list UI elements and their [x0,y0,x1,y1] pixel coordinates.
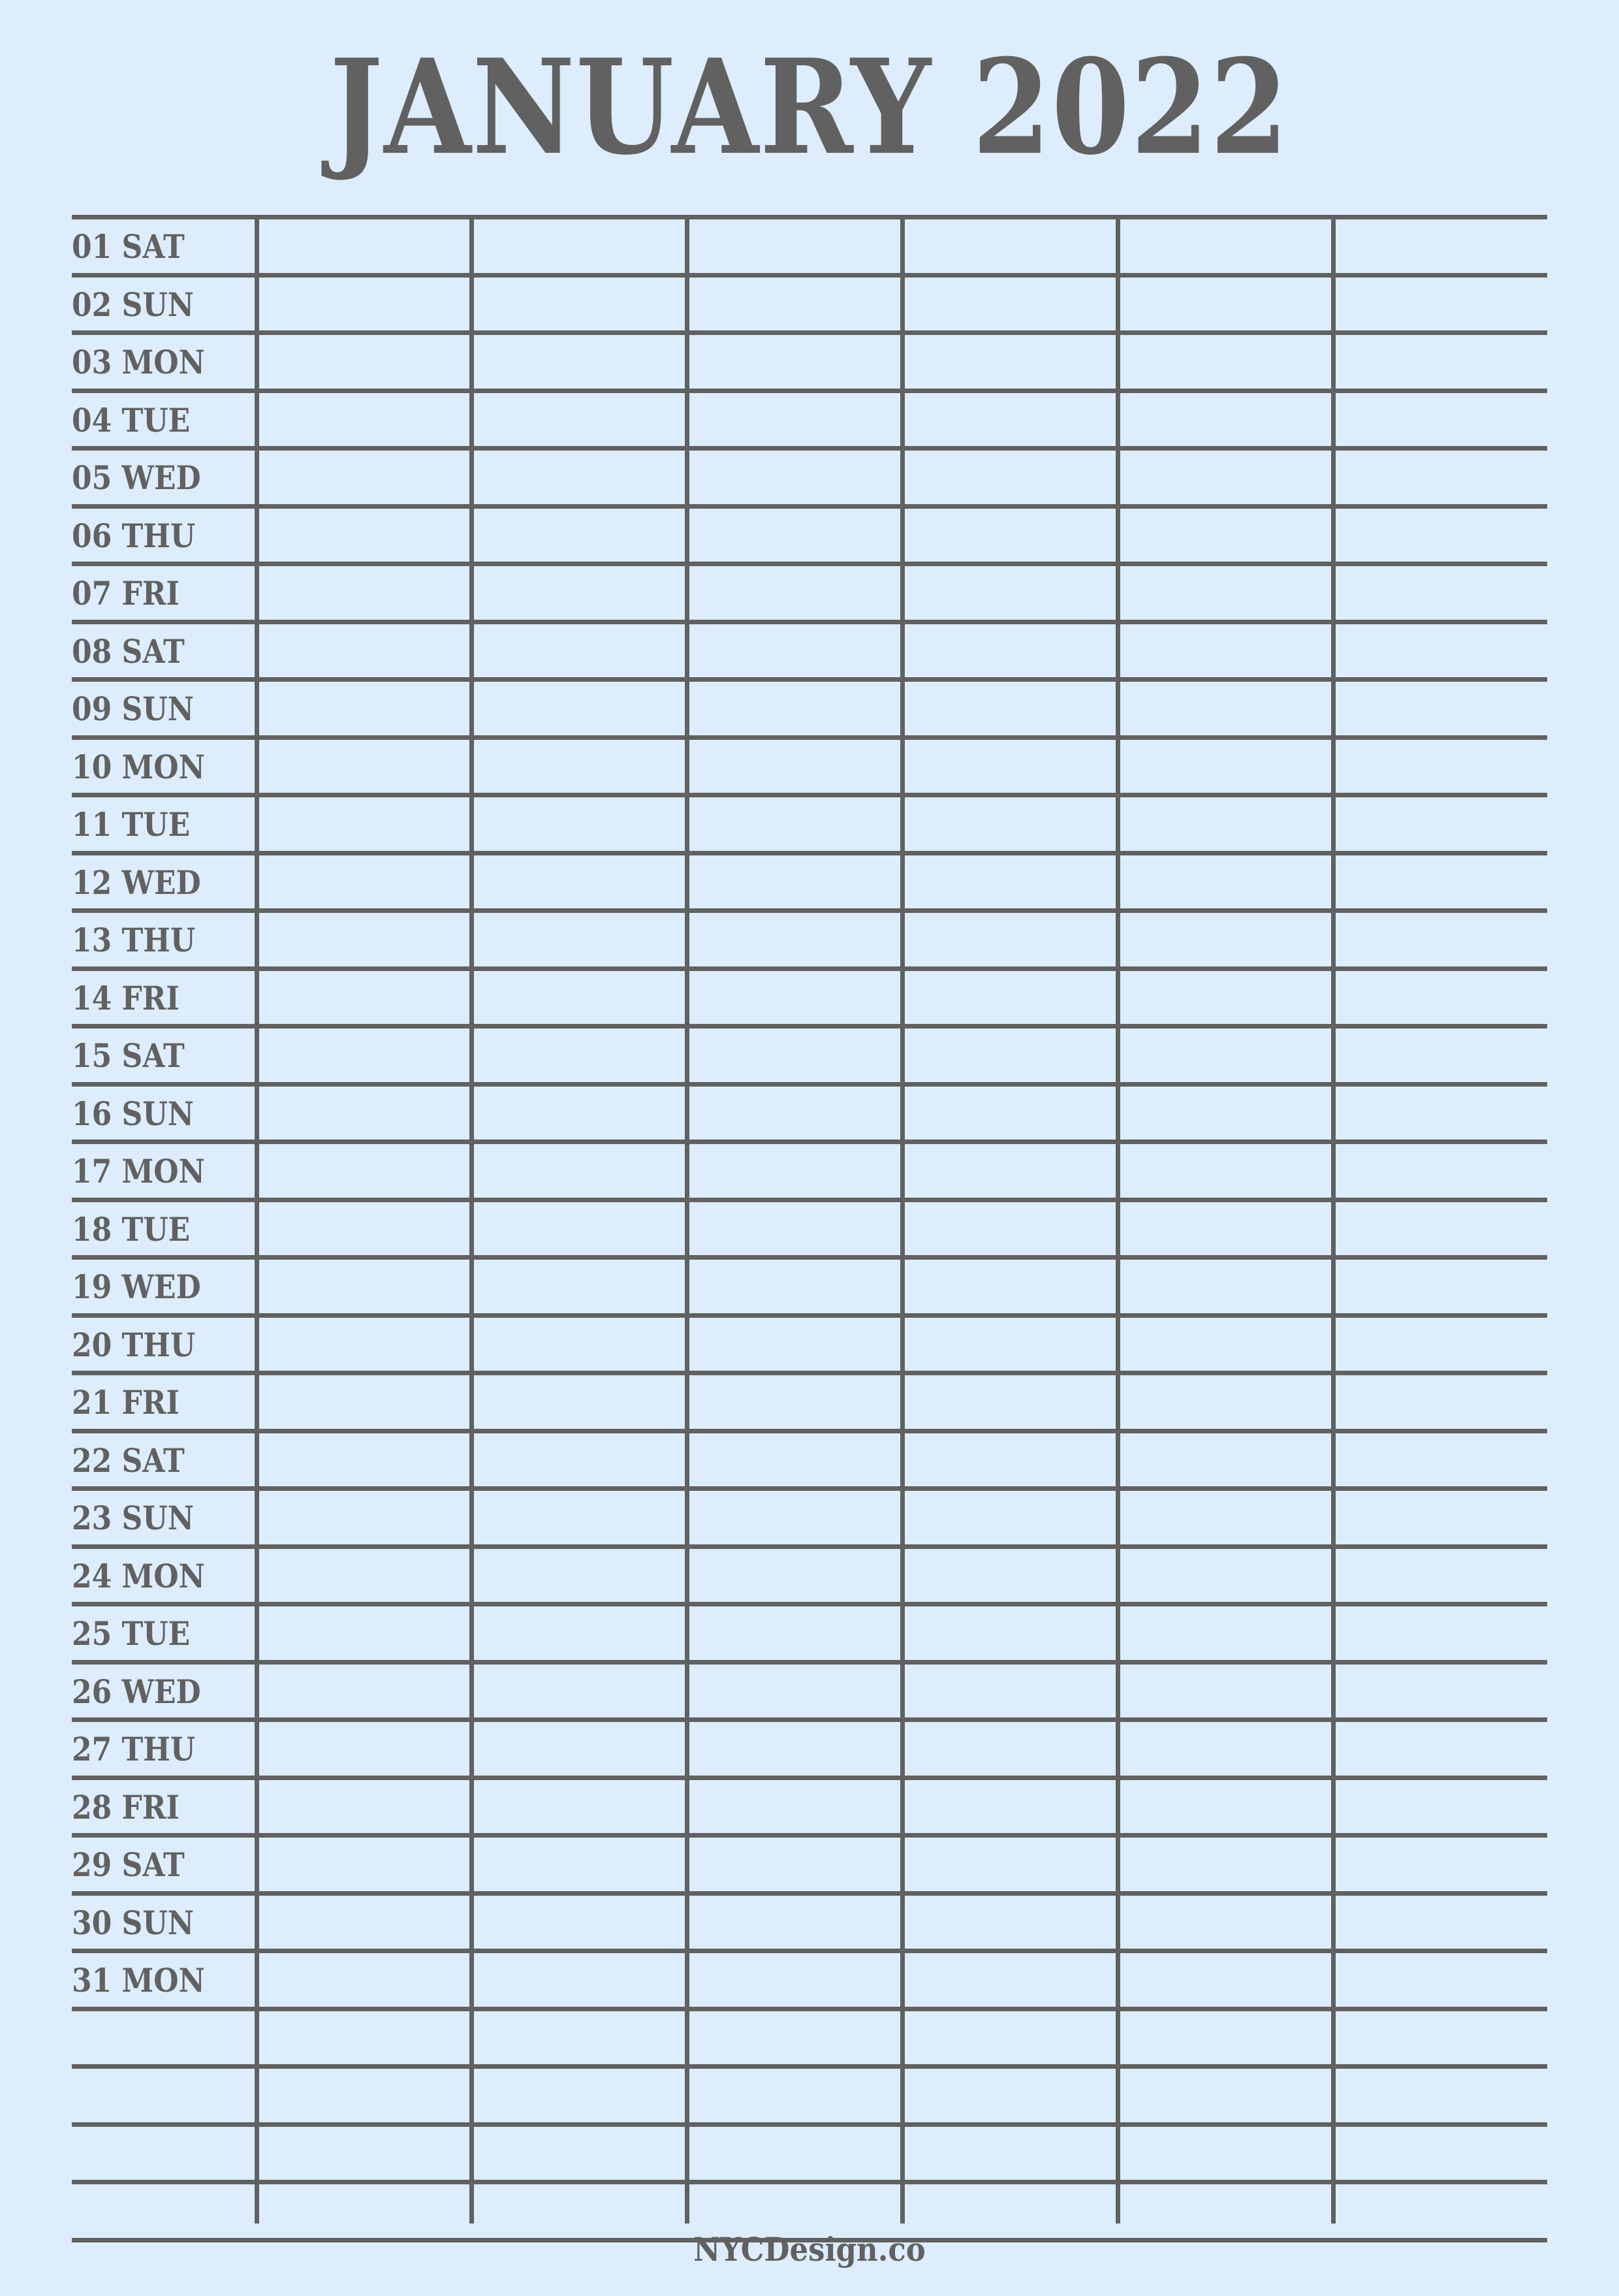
day-label: 06 THU [72,517,196,555]
day-label: 18 TUE [72,1210,191,1249]
day-label: 07 FRI [72,574,180,613]
row-rule [72,1082,1547,1087]
day-label: 15 SAT [72,1036,185,1075]
row-rule [72,2122,1547,2127]
day-label: 22 SAT [72,1441,185,1480]
row-rule [72,1198,1547,1202]
row-rule [72,1024,1547,1028]
row-rule [72,735,1547,740]
page-title: JANUARY 2022 [330,31,1289,184]
day-label: 10 MON [72,748,205,786]
column-rule [1116,215,1120,2224]
row-rule [72,1891,1547,1896]
day-label: 21 FRI [72,1383,180,1422]
day-label: 31 MON [72,1961,205,2000]
row-rule [72,330,1547,335]
row-rule [72,446,1547,451]
row-rule [72,851,1547,855]
column-rule [900,215,905,2224]
day-label: 25 TUE [72,1614,191,1653]
row-rule [72,273,1547,278]
row-rule [72,1140,1547,1144]
day-label: 03 MON [72,343,205,381]
day-label: 20 THU [72,1326,196,1364]
column-rule [685,215,689,2224]
row-rule [72,2064,1547,2069]
day-label: 11 TUE [72,805,191,844]
day-label: 17 MON [72,1152,205,1190]
day-label: 28 FRI [72,1788,180,1826]
column-rule [1331,215,1336,2224]
footer-credit: NYCDesign.co [693,2230,926,2269]
row-rule [72,215,1547,219]
row-rule [72,1717,1547,1722]
day-label: 29 SAT [72,1845,185,1884]
row-rule [72,1486,1547,1491]
column-rule [255,215,259,2224]
day-label: 27 THU [72,1730,196,1768]
row-rule [72,793,1547,797]
row-rule [72,1602,1547,1606]
day-label: 24 MON [72,1557,205,1595]
row-rule [72,1776,1547,1780]
row-rule [72,1429,1547,1433]
row-rule [72,504,1547,509]
day-label: 16 SUN [72,1094,194,1133]
day-label: 01 SAT [72,227,185,266]
row-rule [72,1371,1547,1375]
day-label: 02 SUN [72,285,194,324]
day-label: 12 WED [72,863,201,902]
day-label: 26 WED [72,1672,201,1711]
day-label: 08 SAT [72,632,185,671]
row-rule [72,1313,1547,1318]
row-rule [72,1544,1547,1549]
day-label: 04 TUE [72,401,191,439]
day-label: 09 SUN [72,690,194,728]
row-rule [72,1255,1547,1260]
row-rule [72,1949,1547,1953]
day-label: 05 WED [72,458,201,497]
day-label: 14 FRI [72,979,180,1017]
day-label: 19 WED [72,1268,201,1306]
row-rule [72,2180,1547,2184]
row-rule [72,2007,1547,2011]
row-rule [72,1833,1547,1838]
row-rule [72,389,1547,393]
row-rule [72,677,1547,682]
row-rule [72,620,1547,624]
day-label: 30 SUN [72,1904,194,1942]
row-rule [72,966,1547,971]
row-rule [72,562,1547,566]
row-rule [72,908,1547,913]
column-rule [469,215,474,2224]
day-label: 13 THU [72,921,196,959]
row-rule [72,1660,1547,1665]
day-label: 23 SUN [72,1499,194,1537]
